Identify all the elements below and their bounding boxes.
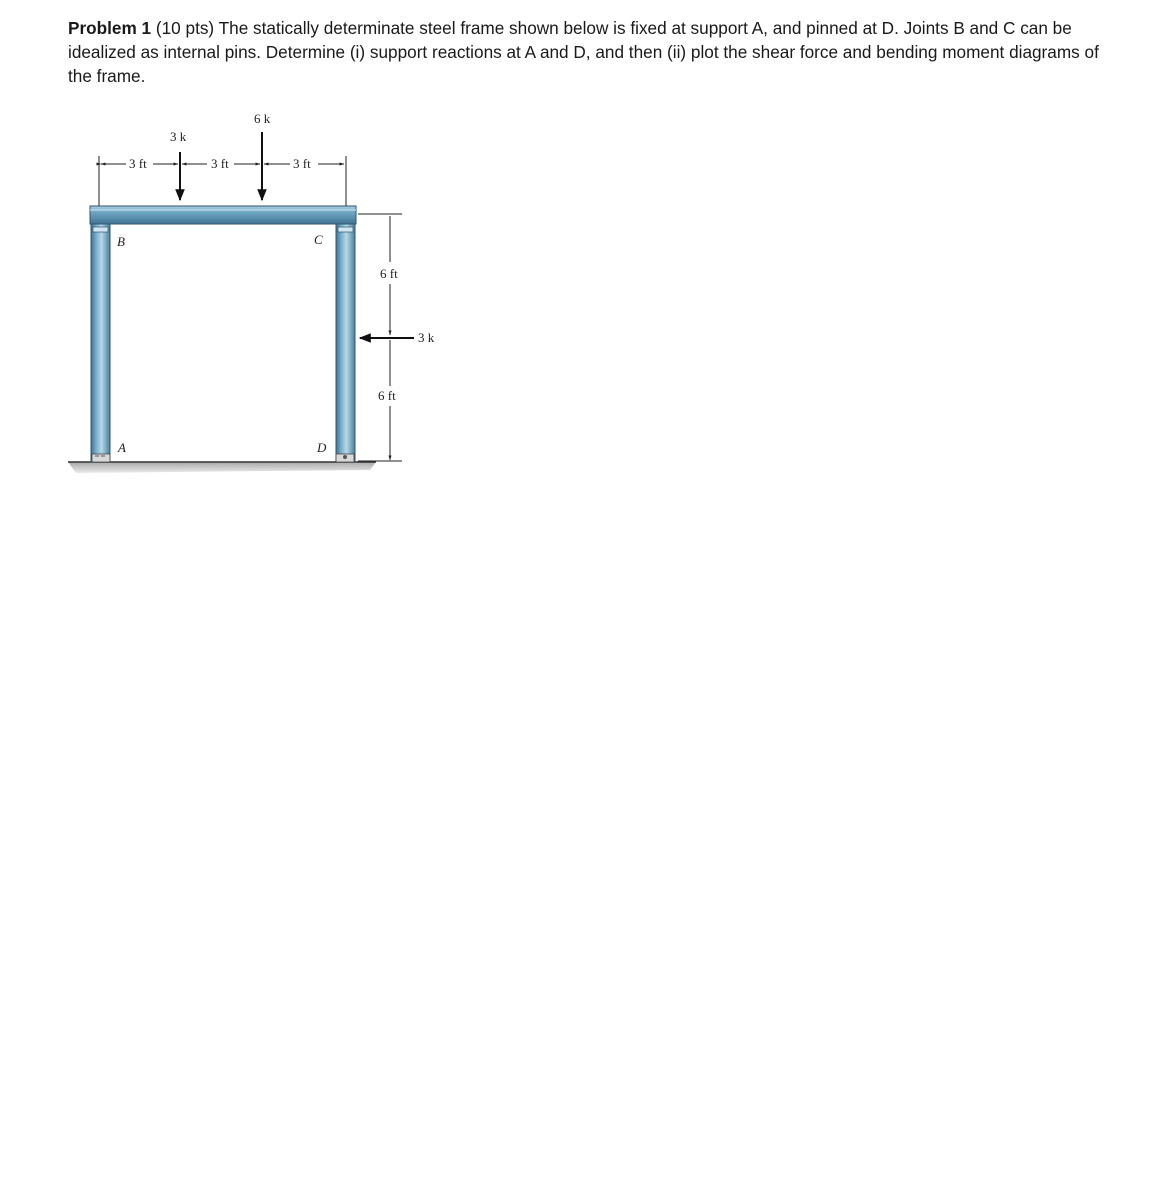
left-column [91, 224, 110, 462]
dim-top-1: 3 ft [129, 156, 147, 171]
load-label-3k: 3 k [170, 129, 187, 144]
dim-top-2: 3 ft [211, 156, 229, 171]
joint-label-b: B [117, 234, 125, 249]
load-label-6k: 6 k [254, 111, 271, 126]
dim-right-lower: 6 ft [378, 388, 396, 403]
load-label-horizontal-3k: 3 k [418, 330, 435, 345]
ground [68, 462, 376, 473]
problem-heading: Problem 1 [68, 18, 152, 38]
joint-label-c: C [314, 232, 323, 247]
dim-top-3: 3 ft [293, 156, 311, 171]
right-column [336, 224, 355, 462]
problem-points: (10 pts) [155, 18, 215, 38]
joint-label-d: D [317, 440, 327, 455]
joint-label-a: A [118, 440, 126, 455]
problem-text: The statically determinate steel frame shown below is fixed at support A, and pinned at D. Joints B and C can be idealized as internal pins. Determine (i) support reactions at A and D, and then (ii) plot the shear force and bending moment diagrams of the frame. [68, 18, 1099, 86]
top-beam [90, 206, 356, 224]
dim-right-upper: 6 ft [380, 266, 398, 281]
